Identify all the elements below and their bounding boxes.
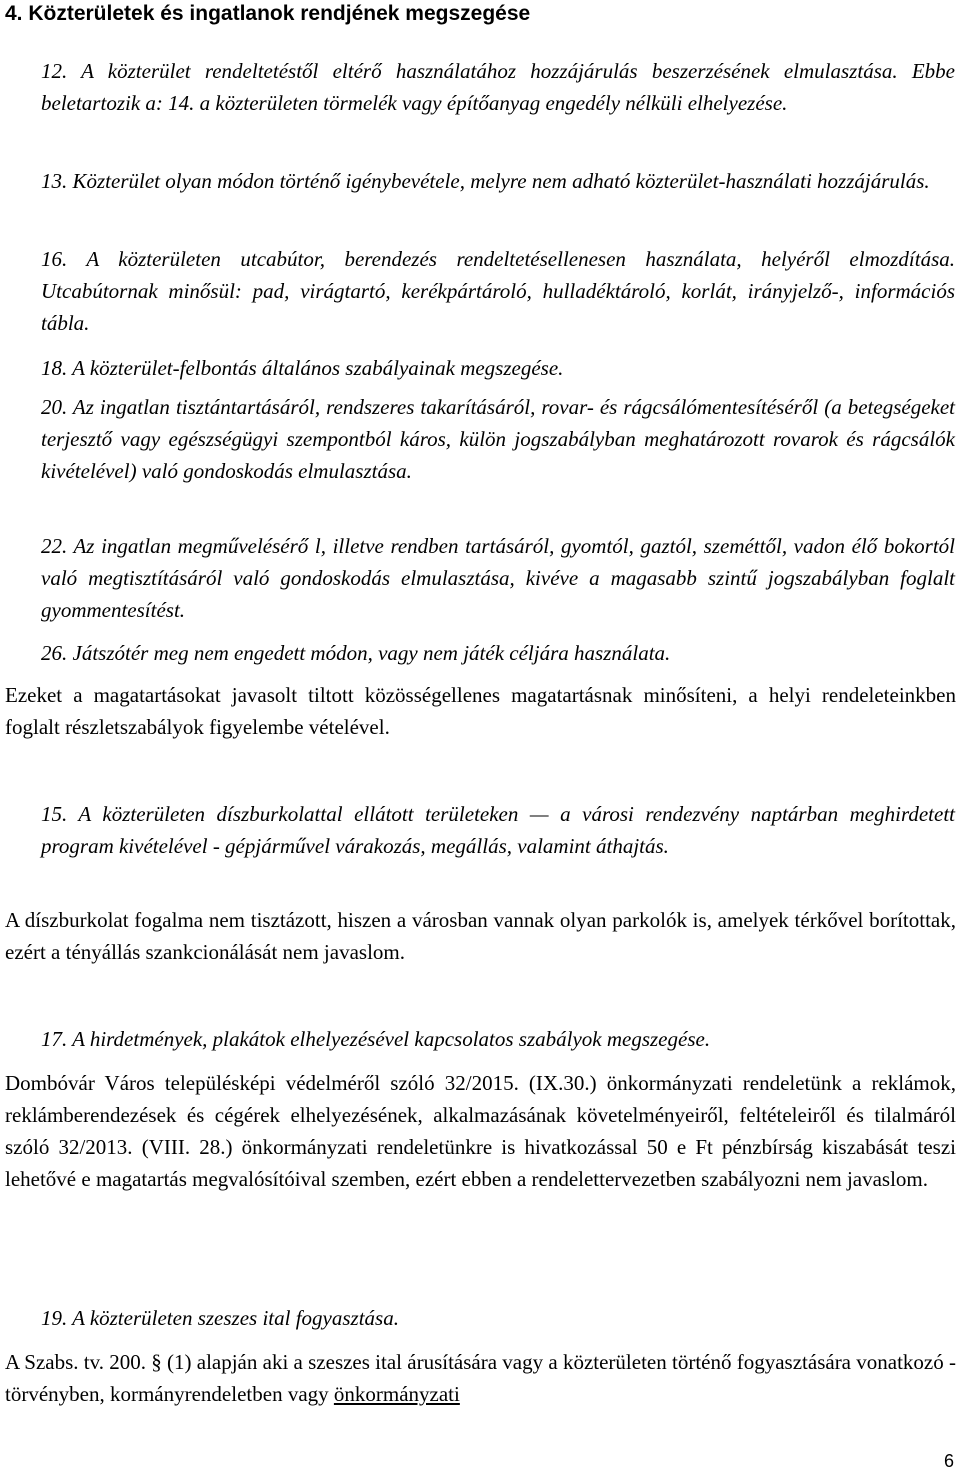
item-19: 19. A közterületen szeszes ital fogyasztása. xyxy=(41,1306,399,1330)
item-17: 17. A hirdetmények, plakátok elhelyezésével kapcsolatos szabályok megszegése. xyxy=(41,1027,711,1051)
section-heading: 4. Közterületek és ingatlanok rendjének megszegése xyxy=(5,2,531,25)
paragraph-2: A díszburkolat fogalma nem tisztázott, hiszen a városban vannak olyan parkolók is, amelyek térkővel borítottak, ezért a tényállás szankcionálását nem javaslom. xyxy=(5,908,956,964)
item-18: 18. A közterület-felbontás általános szabályainak megszegése. xyxy=(41,356,564,380)
paragraph-1: Ezeket a magatartásokat javasolt tiltott közösségellenes magatartásnak minősíteni, a helyi rendeleteinkben foglalt részletszabályok figyelembe vételével. xyxy=(5,683,956,739)
item-20: 20. Az ingatlan tisztántartásáról, rendszeres takarításáról, rovar- és rágcsálómentesítéséről (a betegségeket terjesztő vagy egészségügyi szempontból káros, külön jogszabályban meghatározott rovarok és rágcsálók kivételével) való gondoskodás elmulasztása. xyxy=(41,395,955,483)
item-16: 16. A közterületen utcabútor, berendezés rendeltetésellenesen használata, helyéről elmozdítása. Utcabútornak minősül: pad, virágtartó, kerékpártároló, hulladéktároló, korlát, irányjelző-, információs tábla. xyxy=(41,247,955,335)
item-22: 22. Az ingatlan megművelésérő l, illetve rendben tartásáról, gyomtól, gaztól, szeméttől, vadon élő bokortól való megtisztításáról való gondoskodás elmulasztása, kivéve a magasabb szintű jogszabályban foglalt gyommentesítést. xyxy=(41,534,955,622)
paragraph-4-text: A Szabs. tv. 200. § (1) alapján aki a szeszes ital árusítására vagy a közterületen történő fogyasztására vonatkozó - törvényben, kormányrendeletben vagy xyxy=(5,1350,956,1406)
page-number: 6 xyxy=(943,1451,954,1471)
document-page xyxy=(5,0,955,1480)
paragraph-4 xyxy=(5,1346,956,1410)
paragraph-3: Dombóvár Város településképi védelméről szóló 32/2015. (IX.30.) önkormányzati rendeletünk a reklámok, reklámberendezések és cégérek elhelyezésének, alkalmazásának követelményeiről, feltételeiről és tilalmáról szóló 32/2013. (VIII. 28.) önkormányzati rendeletünkre is hivatkozással 50 e Ft pénzbírság kiszabását teszi lehetővé e magatartás megvalósítóival szemben, ezért ebben a rendelettervezetben szabályozni nem javaslom. xyxy=(5,1071,956,1191)
item-13: 13. Közterület olyan módon történő igénybevétele, melyre nem adható közterület-használati hozzájárulás. xyxy=(41,169,930,193)
item-15: 15. A közterületen díszburkolattal ellátott területeken — a városi rendezvény naptárban meghirdetett program kivételével - gépjárművel várakozás, megállás, valamint áthajtás. xyxy=(41,802,955,858)
underlined-word: önkormányzati xyxy=(333,1382,460,1406)
item-12: 12. A közterület rendeltetéstől eltérő használatához hozzájárulás beszerzésének elmulasztása. Ebbe beletartozik a: 14. a közterületen törmelék vagy építőanyag engedély nélküli elhelyezése. xyxy=(41,59,955,115)
item-26: 26. Játszótér meg nem engedett módon, vagy nem játék céljára használata. xyxy=(41,641,671,665)
